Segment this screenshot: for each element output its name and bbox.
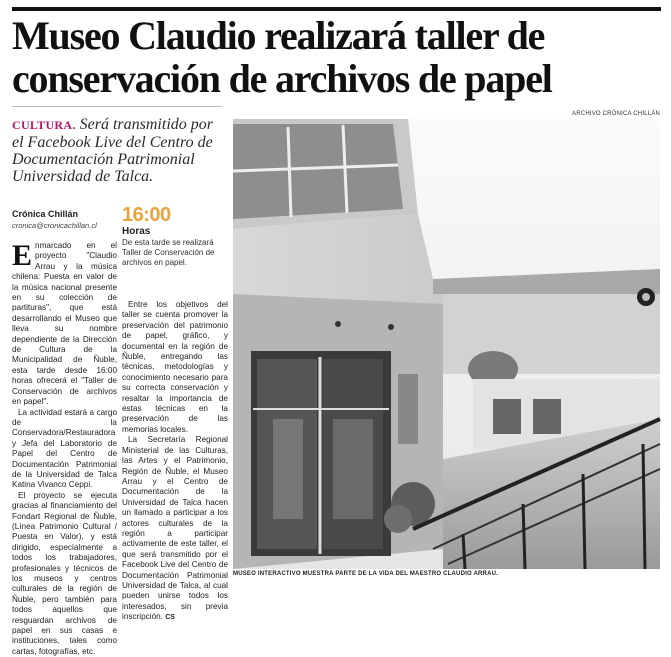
paragraph: El proyecto se ejecuta gracias al financiamiento del Fondart Regional de Ñuble, (Línea Patrimonio Cultural / Puesta en Valor), y está dirigido, especialmente a todos los trabajadores, profesionales y técnicos de los museos y centros culturales de la región de Ñuble, pero también para todos aquellos que resguardan archivos de papel en sus casas e instituciones, tales como cartas, fotografías, etc. bbox=[12, 490, 117, 656]
headline-line-2: conservación de archivos de papel bbox=[12, 56, 552, 101]
paragraph: Enmarcado en el proyecto "Claudio Arrau y la música chilena: Puesta en valor de la música nacional presente en su colección de partituras", que está desarrollando el Museo que lleva su nombre dependiente de la Dirección de Cultura de la Municipalidad de Ñuble, esta tarde desde 16:00 horas ofrecerá el "Taller de Conservación de archivos en papel". bbox=[12, 239, 117, 407]
paragraph: Entre los objetivos del taller se cuenta promover la preservación del patrimonio de papel, gráfico, y documental en la región de Ñuble, entregando las técnicas, metodologías y conocimiento necesario para su correcta conservación y resaltar la importancia de estas técnicas en la preservación de las memorias locales. bbox=[122, 300, 228, 434]
headline-line-1: Museo Claudio realizará taller de bbox=[12, 13, 545, 58]
deck bbox=[12, 116, 224, 185]
headline bbox=[12, 14, 662, 100]
body-column-1 bbox=[12, 241, 117, 657]
time-label: Horas bbox=[122, 226, 151, 237]
photo-credit: ARCHIVO CRÓNICA CHILLÁN bbox=[572, 111, 660, 117]
photo-caption: MUSEO INTERACTIVO MUESTRA PARTE DE LA VIDA DEL MAESTRO CLAUDIO ARRAU. bbox=[233, 571, 499, 577]
museum-photo bbox=[233, 119, 660, 569]
byline-name: Crónica Chillán bbox=[12, 209, 79, 219]
time-callout bbox=[122, 205, 230, 268]
time-description: De esta tarde se realizará Taller de Conservación de archivos en papel. bbox=[122, 238, 215, 267]
paragraph: La actividad estará a cargo de la Conservadora/Restauradora y Jefa del Laboratorio de Papel del Centro de Documentación Patrimonial de la Universidad de Talca Katina Vivanco Ceppi. bbox=[12, 407, 117, 490]
byline-email[interactable]: cronica@cronicachillan.cl bbox=[12, 221, 97, 230]
drop-cap: E bbox=[12, 239, 33, 272]
body-column-2 bbox=[122, 300, 228, 624]
divider bbox=[12, 106, 222, 107]
deck-text: Será transmitido por el Facebook Live del Centro de Documentación Patrimonial Universidad de Talca. bbox=[12, 116, 213, 185]
section-tag: CULTURA. bbox=[12, 118, 76, 132]
paragraph: La Secretaría Regional Ministerial de las Culturas, las Artes y el Patrimonio, Región de Ñuble, el Museo Arrau y el Centro de Documentación de la Universidad de Talca hacen un llamado a participar a los actores culturales de la región a participar activamente de este taller, el que será transmitido por el Facebook Live del Centro de Documentación Patrimonial Universidad de Talca, al cual pueden unirse todos los interesados, sin previa inscripción. CS bbox=[122, 435, 228, 622]
end-mark: CS bbox=[165, 614, 175, 622]
top-rule bbox=[12, 7, 661, 11]
time-value: 16:00 bbox=[122, 204, 171, 226]
museum-building-image bbox=[233, 119, 660, 569]
